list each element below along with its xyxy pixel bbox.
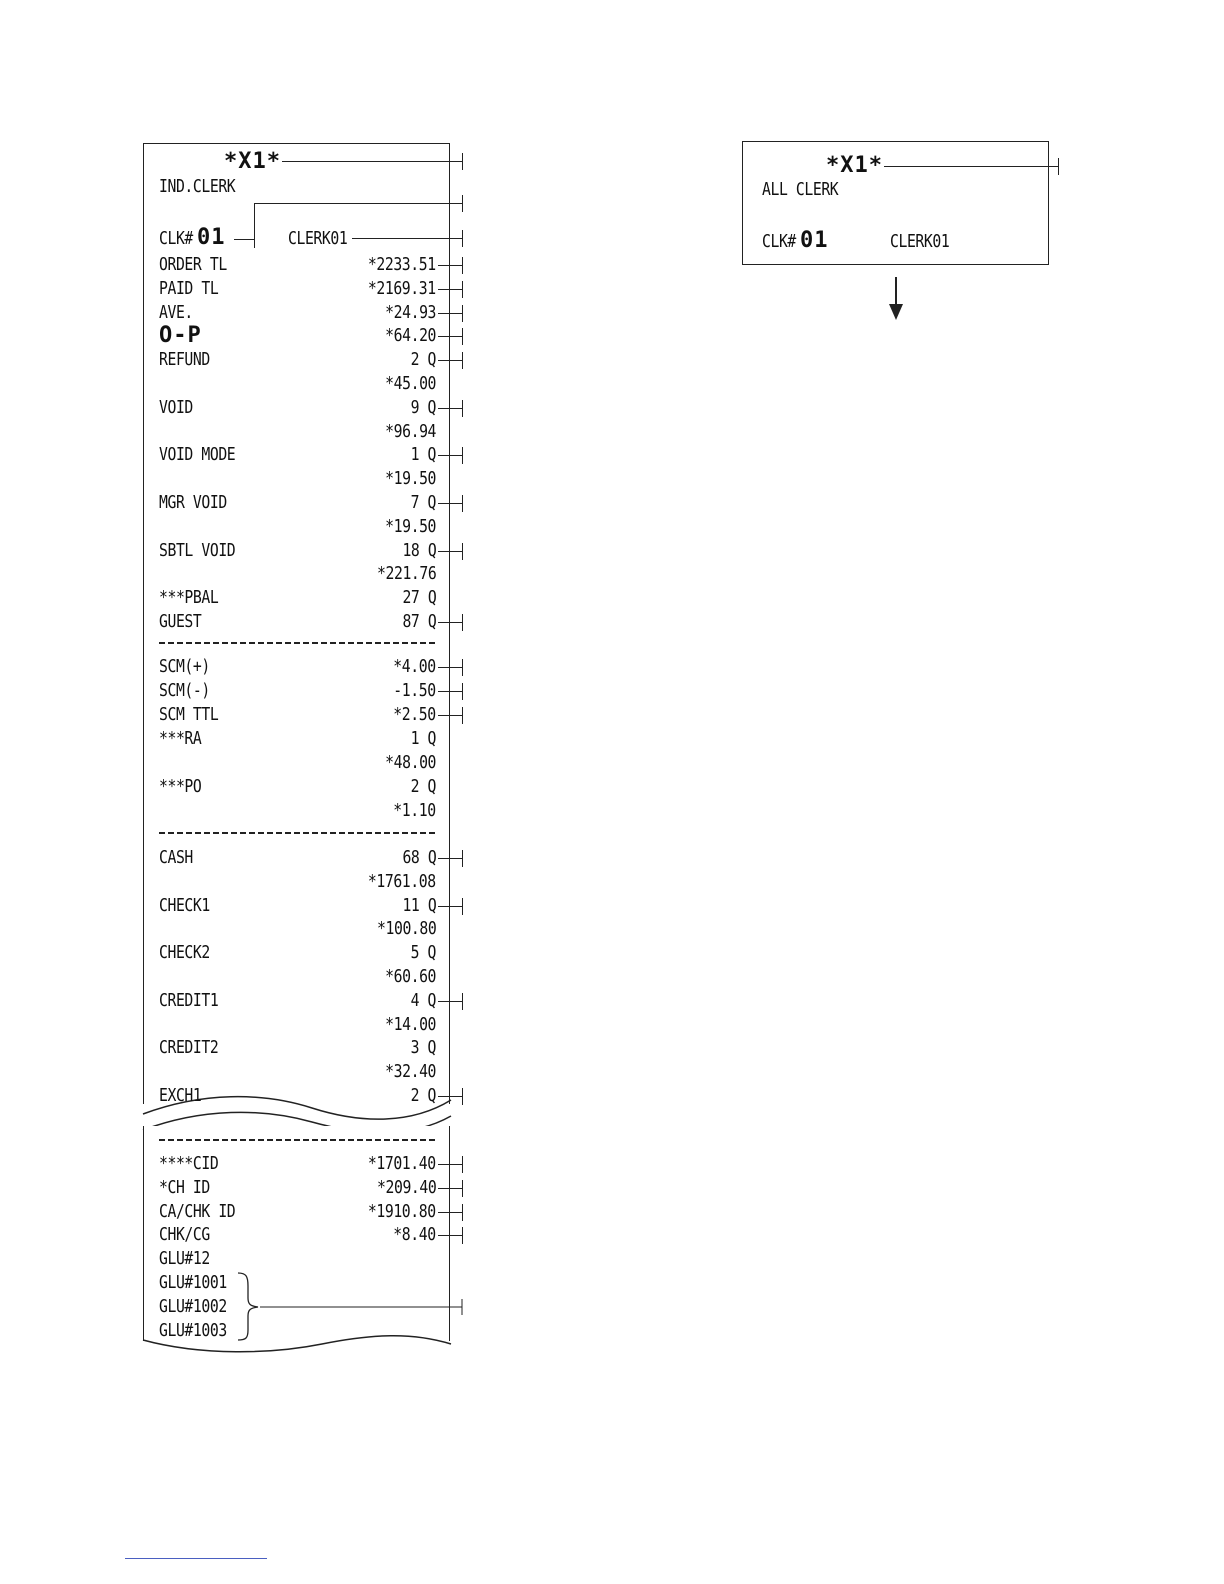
annotation-leader <box>438 313 462 314</box>
receipt-line-value: *48.00 <box>385 752 436 773</box>
receipt-line-value: *100.80 <box>376 918 436 940</box>
receipt-line-label: SCM(-) <box>159 680 210 701</box>
receipt-line-label: CASH <box>159 847 193 868</box>
annotation-leader <box>438 1212 462 1213</box>
receipt-line-value: -1.50 <box>393 680 436 701</box>
receipt-line-value: *2169.31 <box>368 277 436 299</box>
receipt-line-value: 1 Q <box>410 444 436 466</box>
receipt-line-value: *209.40 <box>376 1176 436 1198</box>
all-clerk-clerk-label: CLK# <box>762 231 796 252</box>
receipt-line-label: *CH ID <box>159 1176 210 1198</box>
receipt-line-value: *2.50 <box>393 704 436 725</box>
receipt-line-value: *14.00 <box>385 1013 436 1035</box>
receipt-line-value: *64.20 <box>385 325 436 347</box>
receipt-line-value: *2233.51 <box>368 254 436 275</box>
receipt-line-value: 2 Q <box>410 1085 436 1106</box>
receipt-line-label: ***RA <box>159 728 202 749</box>
annotation-leader <box>438 265 462 266</box>
clerk-number-label: CLK# <box>159 228 193 249</box>
receipt-line-value: 87 Q <box>402 611 436 632</box>
all-clerk-subtitle: ALL CLERK <box>762 179 839 200</box>
receipt-line-value: 11 Q <box>402 894 436 916</box>
annotation-leader <box>438 667 462 668</box>
annotation-leader <box>438 1164 462 1165</box>
clerk-number-leader-top <box>254 203 462 204</box>
receipt-line-value: 68 Q <box>402 847 436 868</box>
receipt-line-value: *1.10 <box>393 800 436 821</box>
receipt-line-value: *24.93 <box>385 301 436 323</box>
clerk-number-leader <box>234 239 254 240</box>
annotation-leader <box>438 1096 462 1097</box>
receipt-line-value: *8.40 <box>393 1224 436 1246</box>
footer-rule <box>125 1558 267 1559</box>
annotation-leader <box>438 715 462 716</box>
receipt-line-value: 27 Q <box>402 587 436 609</box>
receipt-line-label: SBTL VOID <box>159 539 236 561</box>
annotation-leader <box>438 551 462 552</box>
receipt-line-value: *60.60 <box>385 966 436 987</box>
clerk-name: CLERK01 <box>288 228 348 249</box>
title-leader <box>282 161 462 162</box>
all-clerk-clerk-number: 01 <box>800 228 829 253</box>
receipt-line-value: 1 Q <box>410 728 436 749</box>
receipt-line-label: CA/CHK ID <box>159 1200 236 1222</box>
receipt-line-value: 9 Q <box>410 396 436 418</box>
report-title: *X1* <box>224 149 281 174</box>
receipt-line-label: SCM(+) <box>159 656 210 677</box>
receipt-line-label: PAID TL <box>159 277 219 299</box>
receipt-line-value: *96.94 <box>385 420 436 442</box>
annotation-leader <box>438 360 462 361</box>
receipt-separator <box>159 642 436 644</box>
annotation-leader <box>438 858 462 859</box>
receipt-line-label: GLU#1003 <box>159 1319 227 1341</box>
receipt-line-value: *1701.40 <box>368 1153 436 1174</box>
receipt-line-label: REFUND <box>159 349 210 371</box>
receipt-line-label: CHK/CG <box>159 1224 210 1246</box>
receipt-line-label: ****CID <box>159 1153 219 1174</box>
receipt-line-label: ***PBAL <box>159 587 219 609</box>
clerk-number: 01 <box>197 225 226 250</box>
annotation-leader <box>438 622 462 623</box>
annotation-leader <box>438 503 462 504</box>
receipt-line-value: 4 Q <box>410 989 436 1011</box>
receipt-line-value: *19.50 <box>385 468 436 490</box>
all-clerk-title-leader <box>884 166 1058 167</box>
receipt-line-label: CHECK2 <box>159 942 210 964</box>
receipt-separator <box>159 1139 436 1141</box>
receipt-line-label: GLU#1002 <box>159 1295 227 1317</box>
receipt-line-value: 18 Q <box>402 539 436 561</box>
continue-arrow-icon <box>889 304 903 320</box>
receipt-line-label: MGR VOID <box>159 492 227 513</box>
receipt-line-label: ORDER TL <box>159 254 227 275</box>
annotation-leader <box>438 1188 462 1189</box>
receipt-line-value: *32.40 <box>385 1061 436 1083</box>
annotation-leader <box>438 1235 462 1236</box>
receipt-line-label: SCM TTL <box>159 704 219 725</box>
receipt-line-label: CHECK1 <box>159 894 210 916</box>
receipt-line-label: CREDIT2 <box>159 1037 219 1059</box>
receipt-line-value: *1910.80 <box>368 1200 436 1222</box>
annotation-leader <box>438 691 462 692</box>
annotation-leader <box>438 906 462 907</box>
receipt-line-label: VOID MODE <box>159 444 236 466</box>
receipt-line-value: *1761.08 <box>368 870 436 892</box>
receipt-separator <box>159 832 436 834</box>
receipt-line-label: VOID <box>159 396 193 418</box>
annotation-leader <box>438 289 462 290</box>
annotation-leader <box>438 336 462 337</box>
receipt-line-label: GUEST <box>159 611 202 632</box>
receipt-line-value: *4.00 <box>393 656 436 677</box>
continue-arrow-shaft <box>895 277 897 307</box>
receipt-line-value: *45.00 <box>385 373 436 394</box>
receipt-line-label: GLU#12 <box>159 1248 210 1270</box>
receipt-line-label: ***PO <box>159 776 202 797</box>
receipt-line-label: O-P <box>159 323 202 349</box>
receipt-line-value: 2 Q <box>410 349 436 371</box>
receipt-line-label: AVE. <box>159 301 193 323</box>
receipt-line-value: 2 Q <box>410 776 436 797</box>
all-clerk-title: *X1* <box>826 153 883 178</box>
receipt-line-value: 3 Q <box>410 1037 436 1059</box>
annotation-leader <box>438 408 462 409</box>
receipt-line-label: GLU#1001 <box>159 1272 227 1293</box>
receipt-line-value: *19.50 <box>385 515 436 537</box>
glu-group-brace-icon <box>236 1268 466 1348</box>
receipt-line-label: EXCH1 <box>159 1085 202 1106</box>
clerk-name-leader <box>352 238 462 239</box>
annotation-leader <box>438 455 462 456</box>
all-clerk-clerk-name: CLERK01 <box>890 231 950 252</box>
annotation-leader <box>438 1001 462 1002</box>
receipt-line-value: 5 Q <box>410 942 436 964</box>
report-subtitle: IND.CLERK <box>159 176 236 197</box>
receipt-line-value: 7 Q <box>410 492 436 513</box>
receipt-line-value: *221.76 <box>376 563 436 585</box>
clerk-number-leader-vertical <box>254 203 255 240</box>
receipt-line-label: CREDIT1 <box>159 989 219 1011</box>
